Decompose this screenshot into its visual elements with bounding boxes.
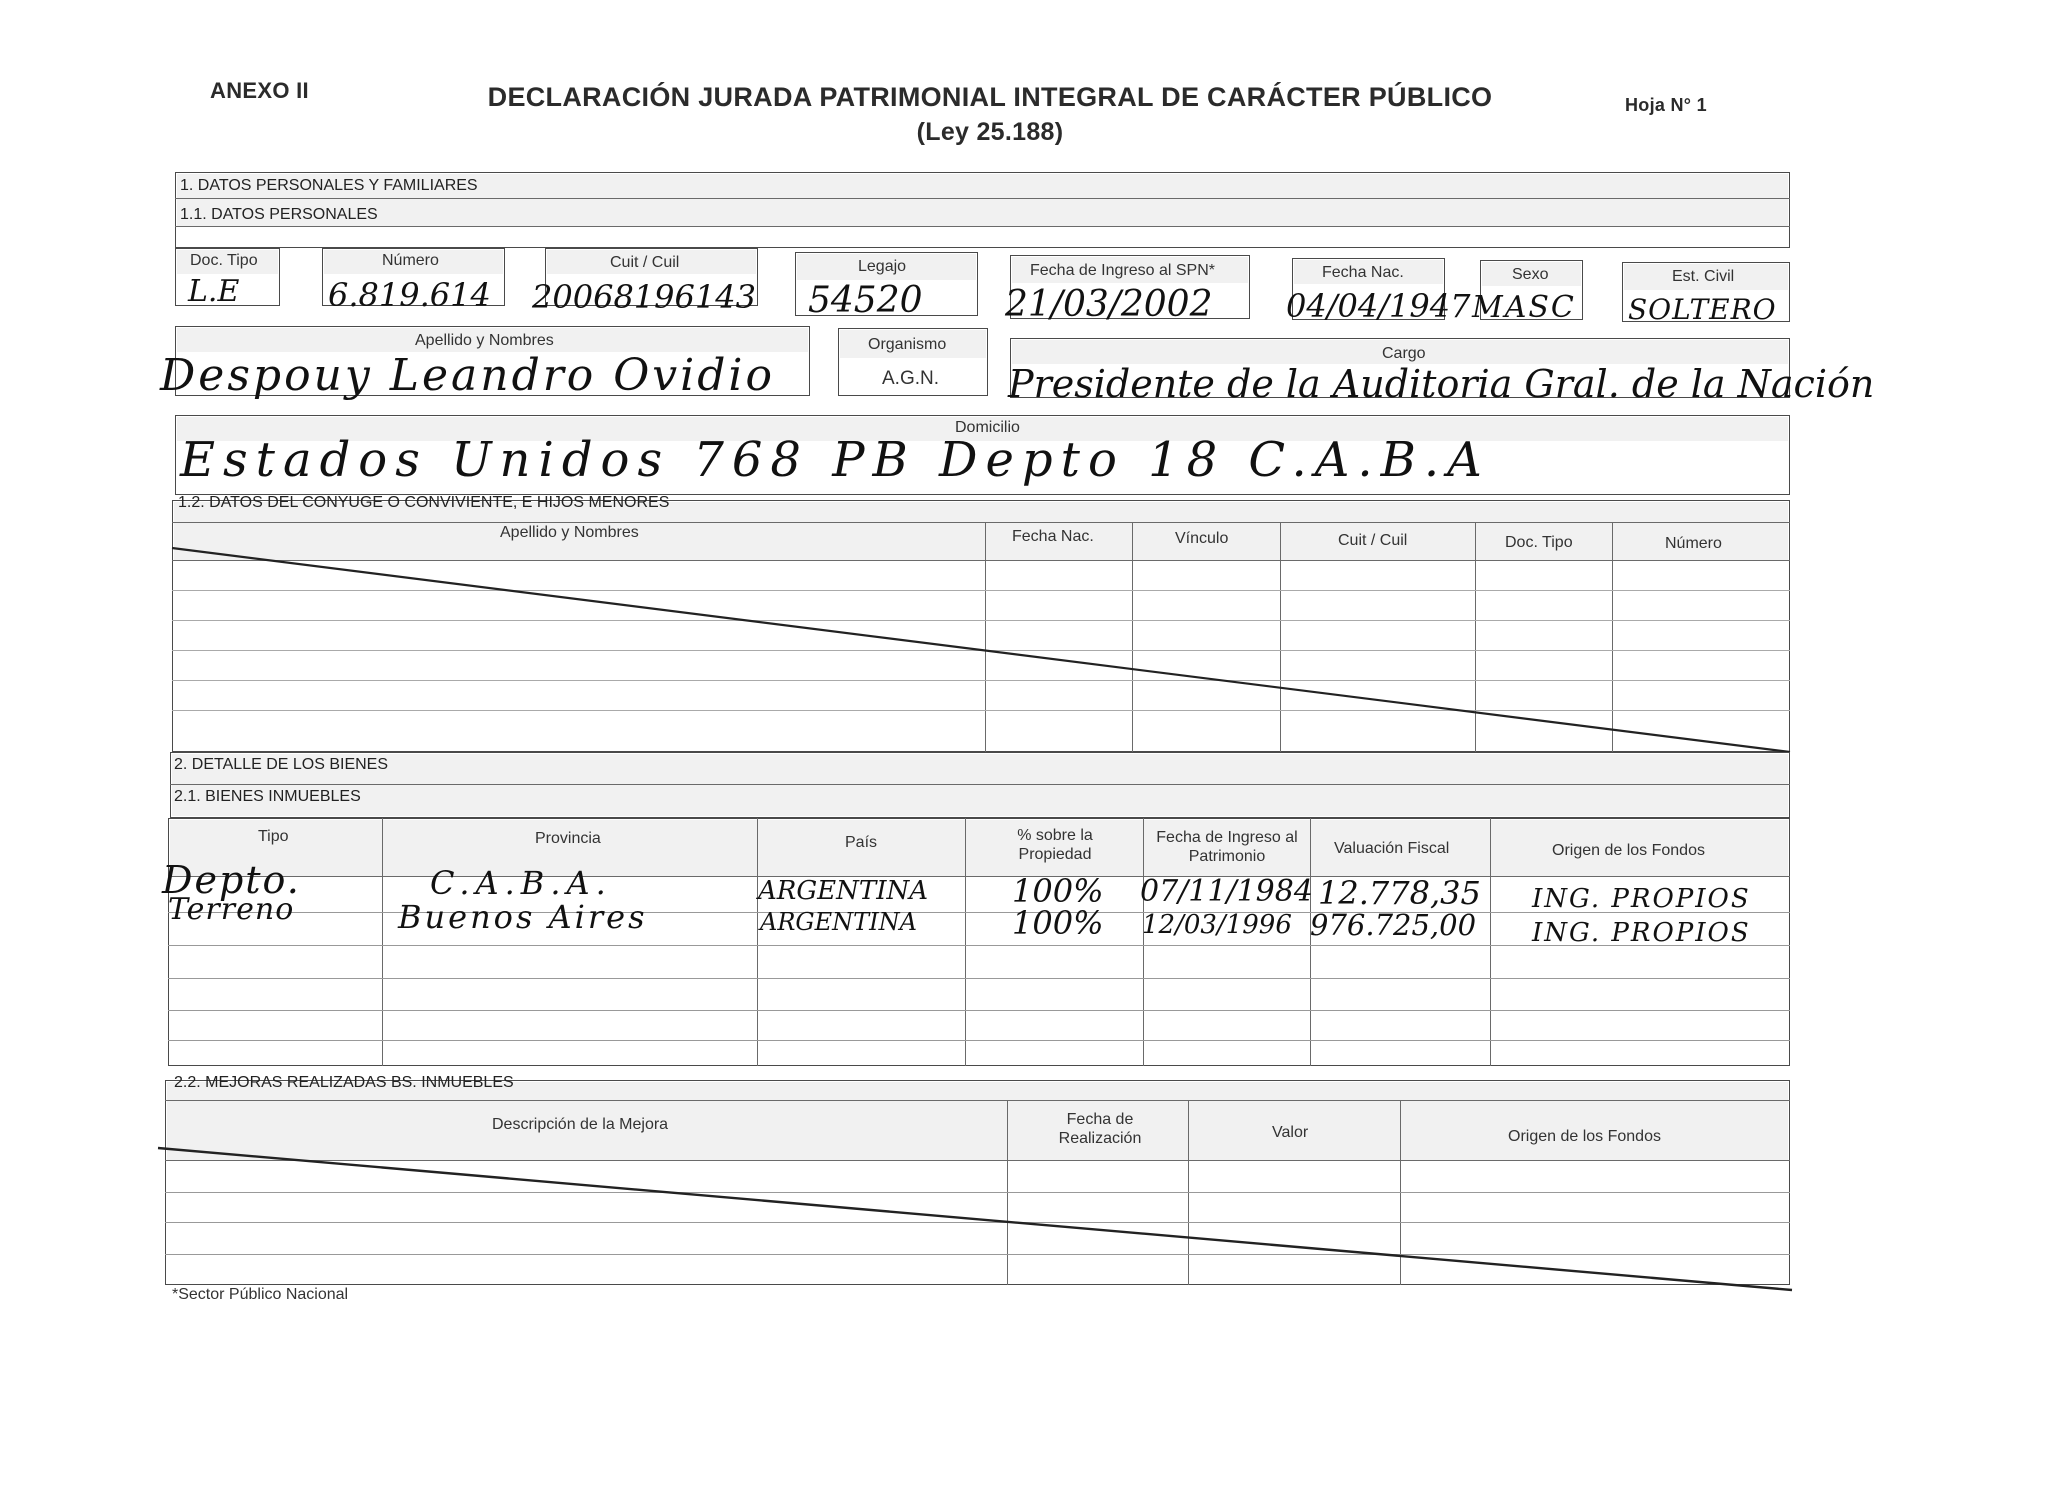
re-row2-valuacion: 976.725,00 bbox=[1310, 908, 1477, 942]
law-reference: (Ley 25.188) bbox=[916, 118, 1064, 146]
re-row2-fecha: 12/03/1996 bbox=[1142, 910, 1292, 940]
annex-label: ANEXO II bbox=[210, 78, 309, 103]
sexo-label: Sexo bbox=[1512, 266, 1549, 283]
imp-col-origen: Origen de los Fondos bbox=[1508, 1128, 1661, 1145]
section2-title: 2. DETALLE DE LOS BIENES bbox=[174, 756, 389, 773]
domicilio-label: Domicilio bbox=[955, 419, 1020, 436]
re-row2-pais: ARGENTINA bbox=[760, 908, 917, 936]
spouse-col-number: Número bbox=[1665, 535, 1722, 552]
sheet-number: Hoja N° 1 bbox=[1625, 95, 1707, 115]
imp-col-descripcion: Descripción de la Mejora bbox=[492, 1116, 669, 1133]
est-civil-value: SOLTERO bbox=[1628, 293, 1777, 326]
section11-title: 1.1. DATOS PERSONALES bbox=[180, 206, 378, 223]
numero-label: Número bbox=[382, 252, 439, 269]
re-row1-pais: ARGENTINA bbox=[758, 876, 928, 906]
imp-col-fecha: Fecha de Realización bbox=[1058, 1111, 1142, 1147]
re-row1-porcentaje: 100% bbox=[1012, 872, 1104, 910]
re-row1-valuacion: 12.778,35 bbox=[1318, 874, 1481, 912]
spouse-col-cuit: Cuit / Cuil bbox=[1338, 532, 1408, 549]
re-row2-tipo: Terreno bbox=[168, 892, 295, 927]
organismo-label: Organismo bbox=[868, 336, 947, 353]
section12-title: 1.2. DATOS DEL CONYUGE O CONVIVIENTE, E HIJOS MENORES bbox=[178, 494, 670, 511]
spouse-col-birth: Fecha Nac. bbox=[1012, 528, 1094, 545]
imp-col-valor: Valor bbox=[1272, 1124, 1309, 1141]
re-row2-provincia: Buenos Aires bbox=[398, 898, 648, 936]
re-row1-provincia: C.A.B.A. bbox=[430, 864, 612, 902]
apellido-value: Despouy Leandro Ovidio bbox=[160, 350, 775, 401]
legajo-value: 54520 bbox=[808, 280, 923, 321]
cuit-value: 20068196143 bbox=[532, 278, 756, 316]
cargo-label: Cargo bbox=[1382, 345, 1426, 362]
organismo-value: A.G.N. bbox=[882, 368, 940, 389]
re-row1-origen: ING. PROPIOS bbox=[1532, 884, 1751, 914]
re-col-provincia: Provincia bbox=[535, 830, 601, 847]
re-col-tipo: Tipo bbox=[258, 828, 289, 845]
spouse-col-name: Apellido y Nombres bbox=[500, 524, 639, 541]
doc-tipo-label: Doc. Tipo bbox=[190, 252, 258, 269]
cargo-value: Presidente de la Auditoria Gral. de la Nación bbox=[1008, 362, 1875, 406]
spouse-col-doctype: Doc. Tipo bbox=[1505, 534, 1573, 551]
re-col-pais: País bbox=[845, 834, 878, 851]
fecha-ingreso-label: Fecha de Ingreso al SPN* bbox=[1030, 262, 1215, 279]
re-row1-tipo: Depto. bbox=[162, 858, 301, 902]
re-col-porcentaje: % sobre la Propiedad bbox=[1017, 827, 1093, 863]
numero-value: 6.819.614 bbox=[328, 276, 491, 314]
form-title: DECLARACIÓN JURADA PATRIMONIAL INTEGRAL DE CARÁCTER PÚBLICO bbox=[487, 82, 1493, 112]
fecha-ingreso-value: 21/03/2002 bbox=[1005, 284, 1213, 325]
re-row1-fecha: 07/11/1984 bbox=[1140, 874, 1313, 909]
fecha-nac-label: Fecha Nac. bbox=[1322, 264, 1404, 281]
doc-tipo-value: L.E bbox=[188, 274, 240, 309]
apellido-label: Apellido y Nombres bbox=[415, 332, 554, 349]
re-row2-porcentaje: 100% bbox=[1012, 904, 1104, 942]
footnote: *Sector Público Nacional bbox=[172, 1286, 349, 1303]
legajo-label: Legajo bbox=[858, 258, 907, 275]
re-row2-origen: ING. PROPIOS bbox=[1532, 918, 1751, 948]
section22-title: 2.2. MEJORAS REALIZADAS BS. INMUEBLES bbox=[174, 1074, 514, 1091]
cuit-label: Cuit / Cuil bbox=[610, 254, 680, 271]
est-civil-label: Est. Civil bbox=[1672, 268, 1735, 285]
re-col-valuacion: Valuación Fiscal bbox=[1334, 840, 1450, 857]
spouse-col-link: Vínculo bbox=[1175, 530, 1229, 547]
domicilio-value: Estados Unidos 768 PB Depto 18 C.A.B.A bbox=[180, 432, 1490, 488]
re-col-fecha-ingreso: Fecha de Ingreso al Patrimonio bbox=[1156, 829, 1298, 865]
fecha-nac-value: 04/04/1947 bbox=[1286, 287, 1471, 325]
section1-title: 1. DATOS PERSONALES Y FAMILIARES bbox=[180, 177, 478, 194]
sexo-value: MASC bbox=[1472, 290, 1576, 325]
section21-title: 2.1. BIENES INMUEBLES bbox=[174, 788, 361, 805]
re-col-origen: Origen de los Fondos bbox=[1552, 842, 1705, 859]
